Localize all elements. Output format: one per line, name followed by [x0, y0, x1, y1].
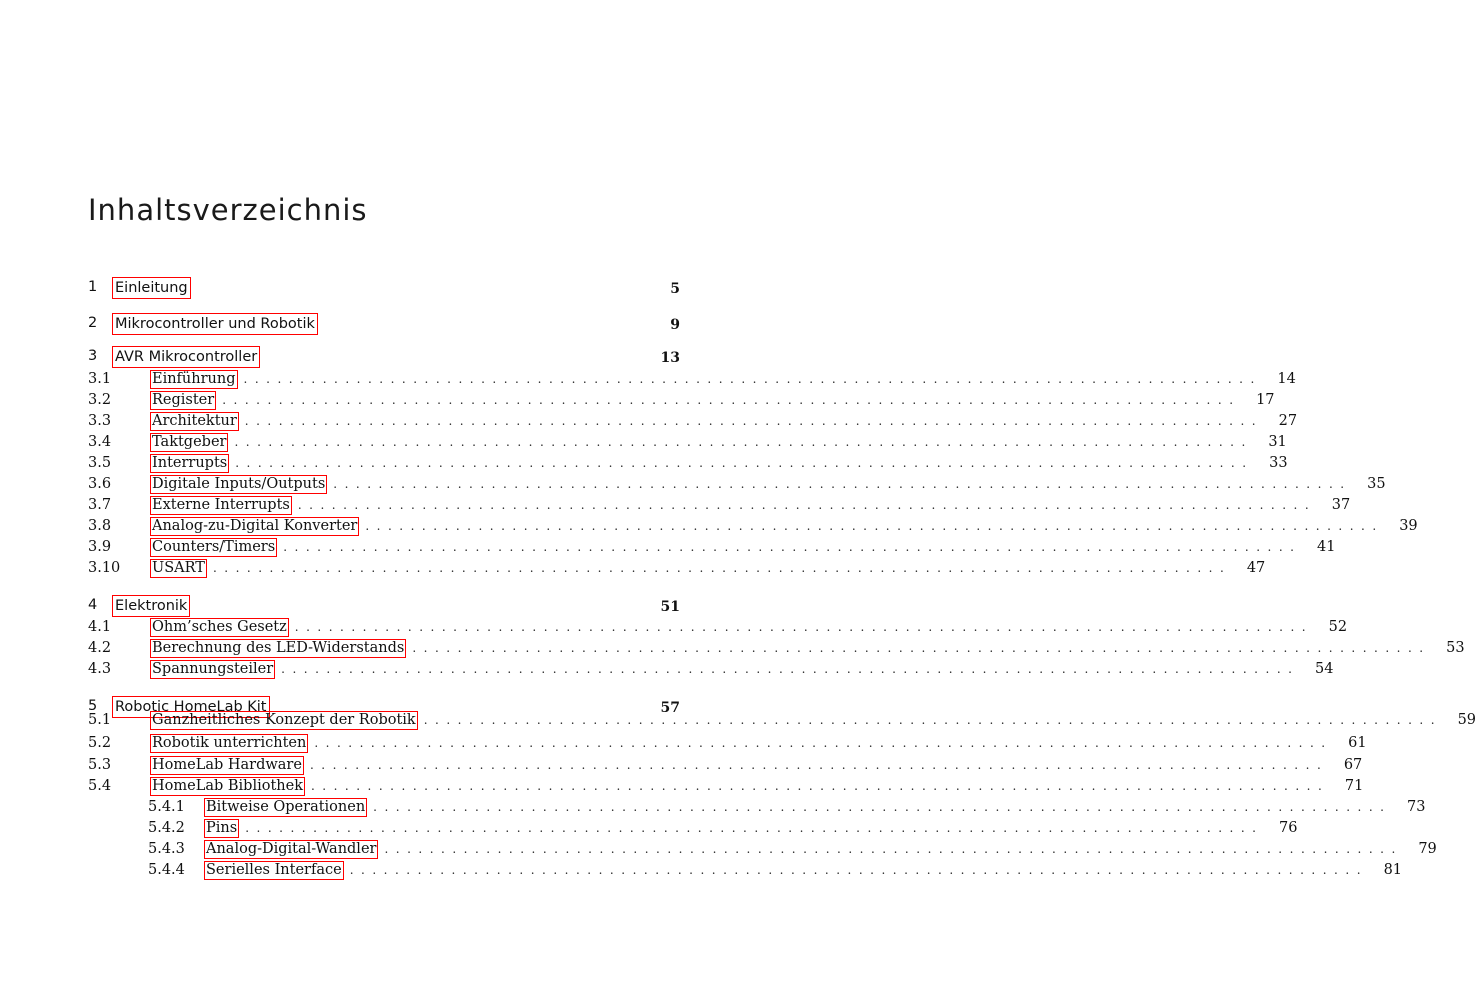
- dot-leader: ..........................................................................................: [281, 662, 1300, 676]
- chapter-number: 5: [88, 698, 98, 714]
- section-link[interactable]: Register: [152, 392, 215, 408]
- section-link[interactable]: Digitale Inputs/Outputs: [152, 476, 326, 492]
- toc-subsection: [148, 840, 1437, 861]
- section-number: 4.2: [88, 640, 112, 656]
- section-number: 5.1: [88, 712, 112, 728]
- dot-leader: ..........................................................................................: [294, 620, 1314, 634]
- dot-leader: ..........................................................................................: [222, 393, 1241, 407]
- section-page: 53: [1446, 640, 1465, 656]
- section-number: 3.4: [88, 434, 112, 450]
- section-number: 3.7: [88, 497, 112, 513]
- chapter-number: 3: [88, 348, 98, 364]
- toc-chapter-3: [88, 346, 680, 368]
- subsection-page: 73: [1407, 799, 1426, 815]
- subsection-number: 5.4.1: [148, 799, 185, 815]
- toc-section: [88, 475, 1386, 496]
- dot-leader: ..........................................................................................: [309, 758, 1329, 772]
- section-page: 47: [1246, 560, 1266, 576]
- toc-section: [88, 517, 1418, 538]
- chapter-page: 5: [670, 281, 680, 297]
- toc-section: [88, 756, 1363, 777]
- chapter-page: 13: [660, 350, 680, 366]
- dot-leader: ..........................................................................................: [314, 736, 1333, 750]
- toc-section: [88, 639, 1465, 660]
- subsection-link[interactable]: Analog-Digital-Wandler: [206, 841, 377, 857]
- chapter-link[interactable]: Mikrocontroller und Robotik: [112, 313, 318, 335]
- subsection-page: 76: [1279, 820, 1298, 836]
- toc-chapter-4: [88, 595, 680, 617]
- section-link[interactable]: Berechnung des LED-Widerstands: [152, 640, 405, 656]
- dot-leader: ..........................................................................................: [234, 435, 1253, 449]
- dot-leader: ..........................................................................................: [245, 821, 1264, 835]
- section-link[interactable]: Analog-zu-Digital Konverter: [152, 518, 358, 534]
- section-number: 5.3: [88, 757, 112, 773]
- dot-leader: ..........................................................................................: [412, 641, 1431, 655]
- section-number: 3.8: [88, 518, 112, 534]
- chapter-link[interactable]: AVR Mikrocontroller: [112, 346, 260, 368]
- toc-section: [88, 412, 1298, 433]
- section-page: 27: [1278, 413, 1298, 429]
- chapter-link[interactable]: Elektronik: [112, 595, 190, 617]
- dot-leader: ..........................................................................................: [349, 863, 1369, 877]
- toc-section: [88, 433, 1287, 454]
- section-page: 52: [1328, 619, 1348, 635]
- section-link[interactable]: Einführung: [152, 371, 236, 387]
- section-page: 35: [1367, 476, 1386, 492]
- chapter-link[interactable]: Einleitung: [112, 277, 191, 299]
- toc-section: [88, 660, 1334, 681]
- section-link[interactable]: Robotik unterrichten: [152, 735, 307, 751]
- section-number: 3.10: [88, 560, 121, 576]
- dot-leader: ..........................................................................................: [235, 456, 1254, 470]
- section-page: 17: [1256, 392, 1275, 408]
- section-page: 59: [1457, 712, 1476, 728]
- section-number: 3.6: [88, 476, 112, 492]
- subsection-link[interactable]: Serielles Interface: [206, 862, 342, 878]
- dot-leader: ..........................................................................................: [310, 779, 1330, 793]
- dot-leader: ..........................................................................................: [423, 713, 1443, 727]
- section-link[interactable]: Architektur: [152, 413, 237, 429]
- subsection-page: 79: [1418, 841, 1437, 857]
- toc-chapter-1: [88, 277, 680, 299]
- chapter-link[interactable]: Robotic HomeLab Kit: [112, 696, 270, 718]
- subsection-page: 81: [1383, 862, 1403, 878]
- dot-leader: ..........................................................................................: [365, 519, 1384, 533]
- chapter-page: 57: [660, 700, 680, 716]
- toc-section: [88, 496, 1351, 517]
- section-page: 37: [1331, 497, 1351, 513]
- chapter-number: 1: [88, 279, 98, 295]
- dot-leader: ..........................................................................................: [384, 842, 1403, 856]
- section-link[interactable]: Ohm’sches Gesetz: [152, 619, 287, 635]
- section-link[interactable]: Counters/Timers: [152, 539, 276, 555]
- section-link[interactable]: USART: [152, 560, 205, 576]
- toc-section: [88, 734, 1367, 755]
- section-page: 33: [1269, 455, 1288, 471]
- chapter-page: 51: [660, 599, 680, 615]
- toc-section: [88, 777, 1364, 798]
- section-link[interactable]: Spannungsteiler: [152, 661, 274, 677]
- dot-leader: ..........................................................................................: [283, 540, 1302, 554]
- section-link[interactable]: HomeLab Bibliothek: [152, 778, 303, 794]
- section-number: 3.3: [88, 413, 112, 429]
- toc-subsection: [148, 861, 1403, 882]
- section-link[interactable]: HomeLab Hardware: [152, 757, 302, 773]
- section-number: 3.9: [88, 539, 112, 555]
- section-page: 54: [1315, 661, 1334, 677]
- subsection-link[interactable]: Pins: [206, 820, 238, 836]
- dot-leader: ..........................................................................................: [212, 561, 1232, 575]
- subsection-number: 5.4.3: [148, 841, 185, 857]
- dot-leader: ..........................................................................................: [243, 372, 1262, 386]
- toc-subsection: [148, 798, 1426, 819]
- toc-section: [88, 559, 1266, 580]
- section-link[interactable]: Ganzheitliches Konzept der Robotik: [152, 712, 416, 728]
- toc-section: [88, 454, 1288, 475]
- dot-leader: ..........................................................................................: [244, 414, 1264, 428]
- toc-subsection: [148, 819, 1298, 840]
- toc-section: [88, 711, 1476, 732]
- section-page: 31: [1268, 434, 1287, 450]
- section-link[interactable]: Interrupts: [152, 455, 228, 471]
- section-number: 5.4: [88, 778, 112, 794]
- section-page: 41: [1317, 539, 1336, 555]
- section-number: 3.1: [88, 371, 112, 387]
- toc-section: [88, 538, 1336, 559]
- subsection-link[interactable]: Bitweise Operationen: [206, 799, 366, 815]
- section-page: 61: [1348, 735, 1367, 751]
- toc-chapter-2: [88, 313, 680, 335]
- section-number: 3.2: [88, 392, 112, 408]
- chapter-number: 4: [88, 597, 98, 613]
- dot-leader: ..........................................................................................: [333, 477, 1352, 491]
- chapter-page: 9: [670, 317, 680, 333]
- toc-section: [88, 618, 1348, 639]
- section-number: 3.5: [88, 455, 112, 471]
- section-link[interactable]: Taktgeber: [152, 434, 227, 450]
- section-page: 14: [1277, 371, 1296, 387]
- subsection-number: 5.4.2: [148, 820, 185, 836]
- chapter-number: 2: [88, 315, 98, 331]
- toc-section: [88, 370, 1296, 391]
- section-number: 4.3: [88, 661, 112, 677]
- section-number: 5.2: [88, 735, 112, 751]
- toc-section: [88, 391, 1275, 412]
- section-link[interactable]: Externe Interrupts: [152, 497, 290, 513]
- page-title: Inhaltsverzeichnis: [88, 193, 368, 227]
- section-page: 71: [1344, 778, 1364, 794]
- section-page: 67: [1343, 757, 1363, 773]
- section-number: 4.1: [88, 619, 112, 635]
- dot-leader: ..........................................................................................: [373, 800, 1392, 814]
- section-page: 39: [1399, 518, 1418, 534]
- subsection-number: 5.4.4: [148, 862, 185, 878]
- dot-leader: ..........................................................................................: [297, 498, 1317, 512]
